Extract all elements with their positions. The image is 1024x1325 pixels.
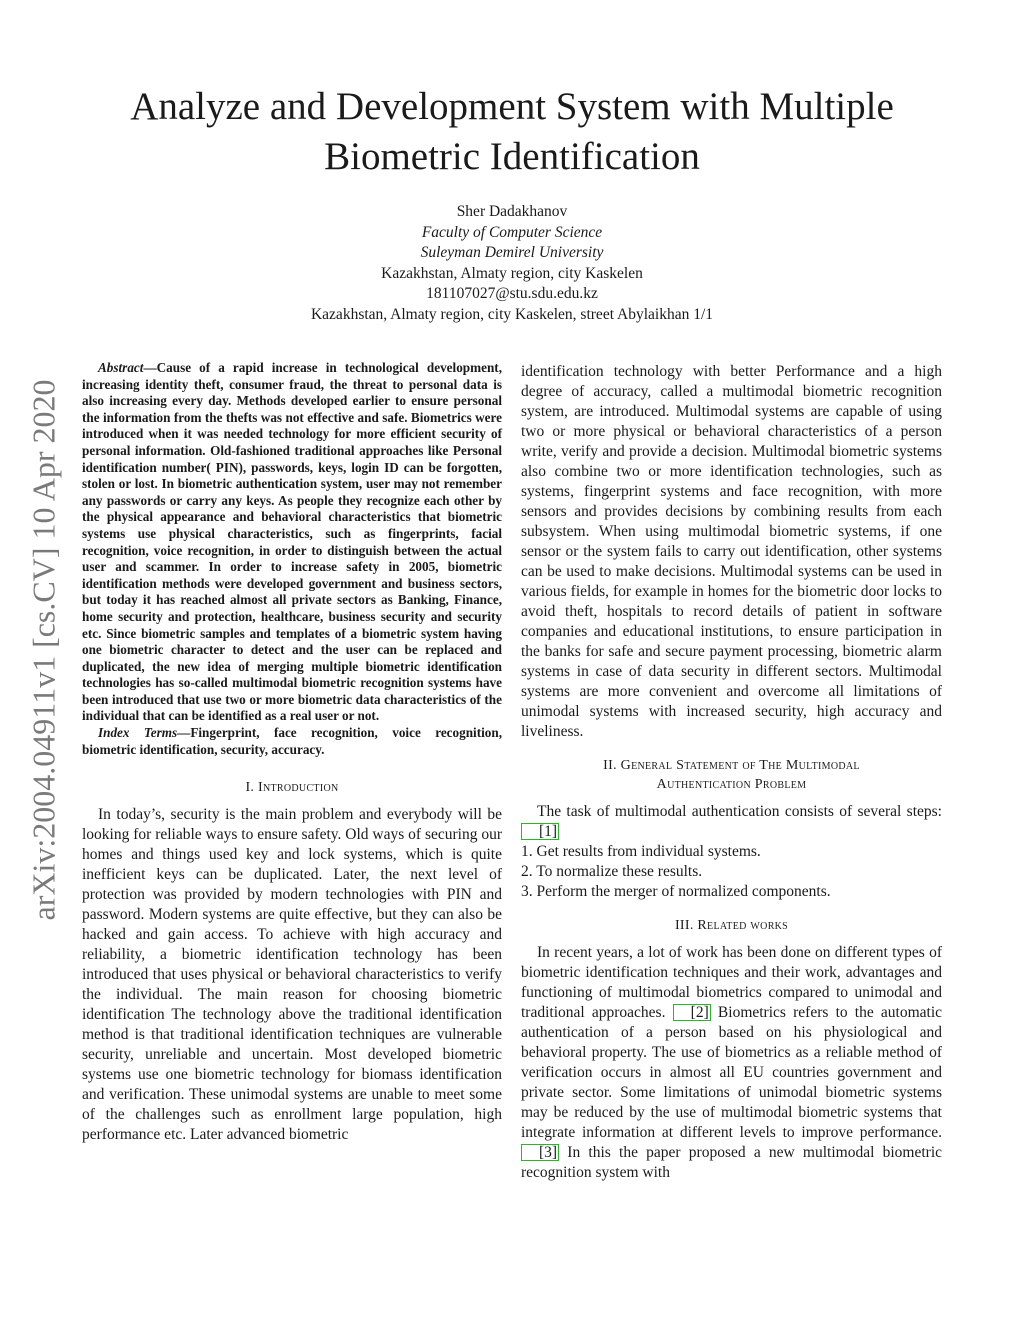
related-text-b: Biometrics refers to the automatic authentication of a person based on his physiological and behavioral property. The use of biometrics as a reliable method of verification occurs in almost all EU countries government and private sector. Some limitations of unimodal biometric systems may be reduced by the use of multimodal biometric systems that integrate information at different levels to improve performance.	[521, 1004, 943, 1141]
author-email: 181107027@stu.sdu.edu.kz	[426, 285, 598, 302]
abstract-label: Abstract	[98, 360, 144, 375]
index-terms-text: —Fingerprint, face recognition, voice recognition, biometric identification, security, accuracy.	[82, 725, 502, 757]
general-statement-paragraph	[521, 802, 942, 842]
citation-link-2[interactable]: [2]	[673, 1004, 711, 1021]
section-heading-related-works: III. Related works	[674, 918, 789, 933]
step-item-2: 2. To normalize these results.	[521, 863, 703, 880]
citation-link-1[interactable]: [1]	[521, 823, 559, 840]
introduction-continued: identification technology with better Performance and a high degree of accuracy, called a multimodal biometric recognition system, are introduced. Multimodal systems are capable of using two or more physical or behavioral characteristics of a person write, verify and provide a decision. Multimodal biometric systems also combine two or more identification technologies, such as systems, fingerprint systems and face recognition, with more sensors and provides decisions by combining results from each subsystem. When using multimodal biometric systems, if one sensor or the system fails to carry out identification, other systems can be used to make decisions. Multimodal systems can be used in various fields, for example in homes for the biometric door locks to avoid theft, hospitals to record details of patient in software companies and educational institutions, to ensure participation in the banks for safe and secure payment processing, biometric alarm systems in case of data security in different sectors. Multimodal systems are more convenient and overcome all limitations of unimodal systems with increased security, high accuracy and liveliness.	[521, 363, 942, 740]
title-line-2: Biometric Identification	[324, 135, 700, 178]
arxiv-stamp-text: arXiv:2004.04911v1 [cs.CV] 10 Apr 2020	[25, 379, 62, 921]
step-item-3: 3. Perform the merger of normalized components.	[521, 883, 831, 900]
general-statement-text: The task of multimodal authentication consists of several steps:	[537, 803, 942, 820]
author-city: Kazakhstan, Almaty region, city Kaskelen	[381, 264, 643, 282]
right-column	[521, 362, 942, 1183]
citation-link-3[interactable]: [3]	[521, 1144, 559, 1161]
abstract-text: —Cause of a rapid increase in technological development, increasing identity theft, consumer fraud, the threat to personal data is also increasing every day. Methods developed earlier to ensure personal the information from the thefts was not effective and safe. Biometrics were introduced when it was needed technology for more efficient security of personal information. Old-fashioned traditional approaches like Personal identification number( PIN), passwords, keys, login ID can be forgotten, stolen or lost. In biometric authentication system, user may not remember any passwords or carry any keys. As people they recognize each other by the physical appearance and behavioral characteristics that biometric systems use physical characteristics, such as fingerprints, facial recognition, voice recognition, in order to distinguish between the actual user and scammer. In order to increase safety in 2005, biometric identification methods were developed government and business sectors, but today it has reached almost all private sectors as Banking, Finance, home security and protection, healthcare, business security and security etc. Since biometric samples and templates of a biometric system having one biometric character to detect and the user can be replaced and duplicated, the new idea of merging multiple biometric identification technologies has so-called multimodal biometric recognition systems have been introduced that use two or more biometric data characteristics of the individual that can be identified as a real user or not.	[82, 360, 502, 724]
section-heading-introduction: I. Introduction	[245, 780, 339, 796]
arxiv-stamp	[26, 350, 62, 950]
related-works-paragraph	[521, 943, 942, 1183]
author-address: Kazakhstan, Almaty region, city Kaskelen, street Abylaikhan 1/1	[310, 305, 714, 323]
section-heading-general-line-1: II. General Statement of The Multimodal	[603, 758, 860, 773]
introduction-paragraph: In today’s, security is the main problem and everybody will be looking for reliable ways to ensure safety. Old ways of securing our homes and things used key and lock systems, which is quite inefficient keys can be duplicated. Later, the next level of protection was provided by modern technologies with PIN and password. Modern systems are quite effective, but they can also be hacked and gain access. To achieve with high accuracy and reliability, a biometric identification technology has been introduced that uses physical or behavioral characteristics to verify the individual. The main reason for choosing biometric identification The technology above the traditional identification method is that traditional identification techniques are vulnerable security, unreliable and uncertain. Most developed biometric systems use one biometric technology for biomass identification and verification. These unimodal systems are unable to meet some of the challenges such as enrollment large population, high performance etc. Later advanced biometric	[82, 806, 502, 1144]
step-item-1: 1. Get results from individual systems.	[521, 843, 761, 860]
paper-title	[60, 82, 964, 182]
abstract	[82, 360, 502, 725]
index-terms-label: Index Terms	[98, 725, 178, 741]
title-line-1: Analyze and Development System with Multiple	[130, 85, 894, 128]
author-faculty: Faculty of Computer Science	[421, 223, 603, 241]
related-text-a: In recent years, a lot of work has been done on different types of biometric identification techniques and their work, advantages and functioning of multimodal biometrics compared to unimodal and traditional approaches.	[521, 944, 942, 1021]
author-block	[160, 202, 864, 325]
author-university: Suleyman Demirel University	[420, 244, 604, 261]
index-terms	[82, 725, 502, 758]
left-column	[82, 360, 502, 1145]
section-heading-general-line-2: Authentication Problem	[656, 777, 807, 792]
related-text-c: In this the paper proposed a new multimodal biometric recognition system with	[521, 1144, 943, 1181]
section-heading-general-statement	[521, 756, 942, 794]
author-name: Sher Dadakhanov	[456, 203, 568, 220]
